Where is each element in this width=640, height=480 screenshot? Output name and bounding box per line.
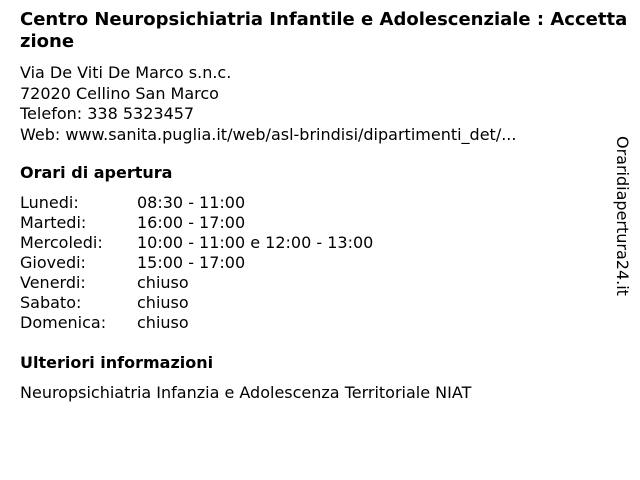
day-label: Sabato:	[20, 293, 82, 312]
further-info-text: Neuropsichiatria Infanzia e Adolescenza Territoriale NIAT	[20, 383, 472, 402]
day-label: Martedi:	[20, 213, 87, 232]
time-value: 15:00 - 17:00	[137, 253, 246, 272]
time-value: chiuso	[137, 273, 189, 292]
day-label: Lunedi:	[20, 193, 79, 212]
opening-hours-heading: Orari di apertura	[20, 163, 173, 182]
day-label: Domenica:	[20, 313, 107, 332]
time-value: 08:30 - 11:00	[137, 193, 246, 212]
time-value: 16:00 - 17:00	[137, 213, 246, 232]
day-label: Venerdi:	[20, 273, 86, 292]
phone-number: Telefon: 338 5323457	[20, 104, 195, 123]
day-label: Giovedi:	[20, 253, 86, 272]
page-title: Centro Neuropsichiatria Infantile e Adolescenziale : Accettazione	[20, 9, 628, 52]
time-value: chiuso	[137, 313, 189, 332]
further-info-heading: Ulteriori informazioni	[20, 353, 214, 372]
street-address: Via De Viti De Marco s.n.c.	[20, 63, 232, 82]
website-link[interactable]: Web: www.sanita.puglia.it/web/asl-brindisi/dipartimenti_det/...	[20, 124, 517, 144]
time-value: 10:00 - 11:00 e 12:00 - 13:00	[137, 233, 374, 252]
time-value: chiuso	[137, 293, 189, 312]
site-watermark: Oraridiapertura24.it	[613, 136, 632, 296]
city-address: 72020 Cellino San Marco	[20, 83, 219, 103]
address-block	[20, 63, 516, 145]
day-label: Mercoledi:	[20, 233, 103, 252]
